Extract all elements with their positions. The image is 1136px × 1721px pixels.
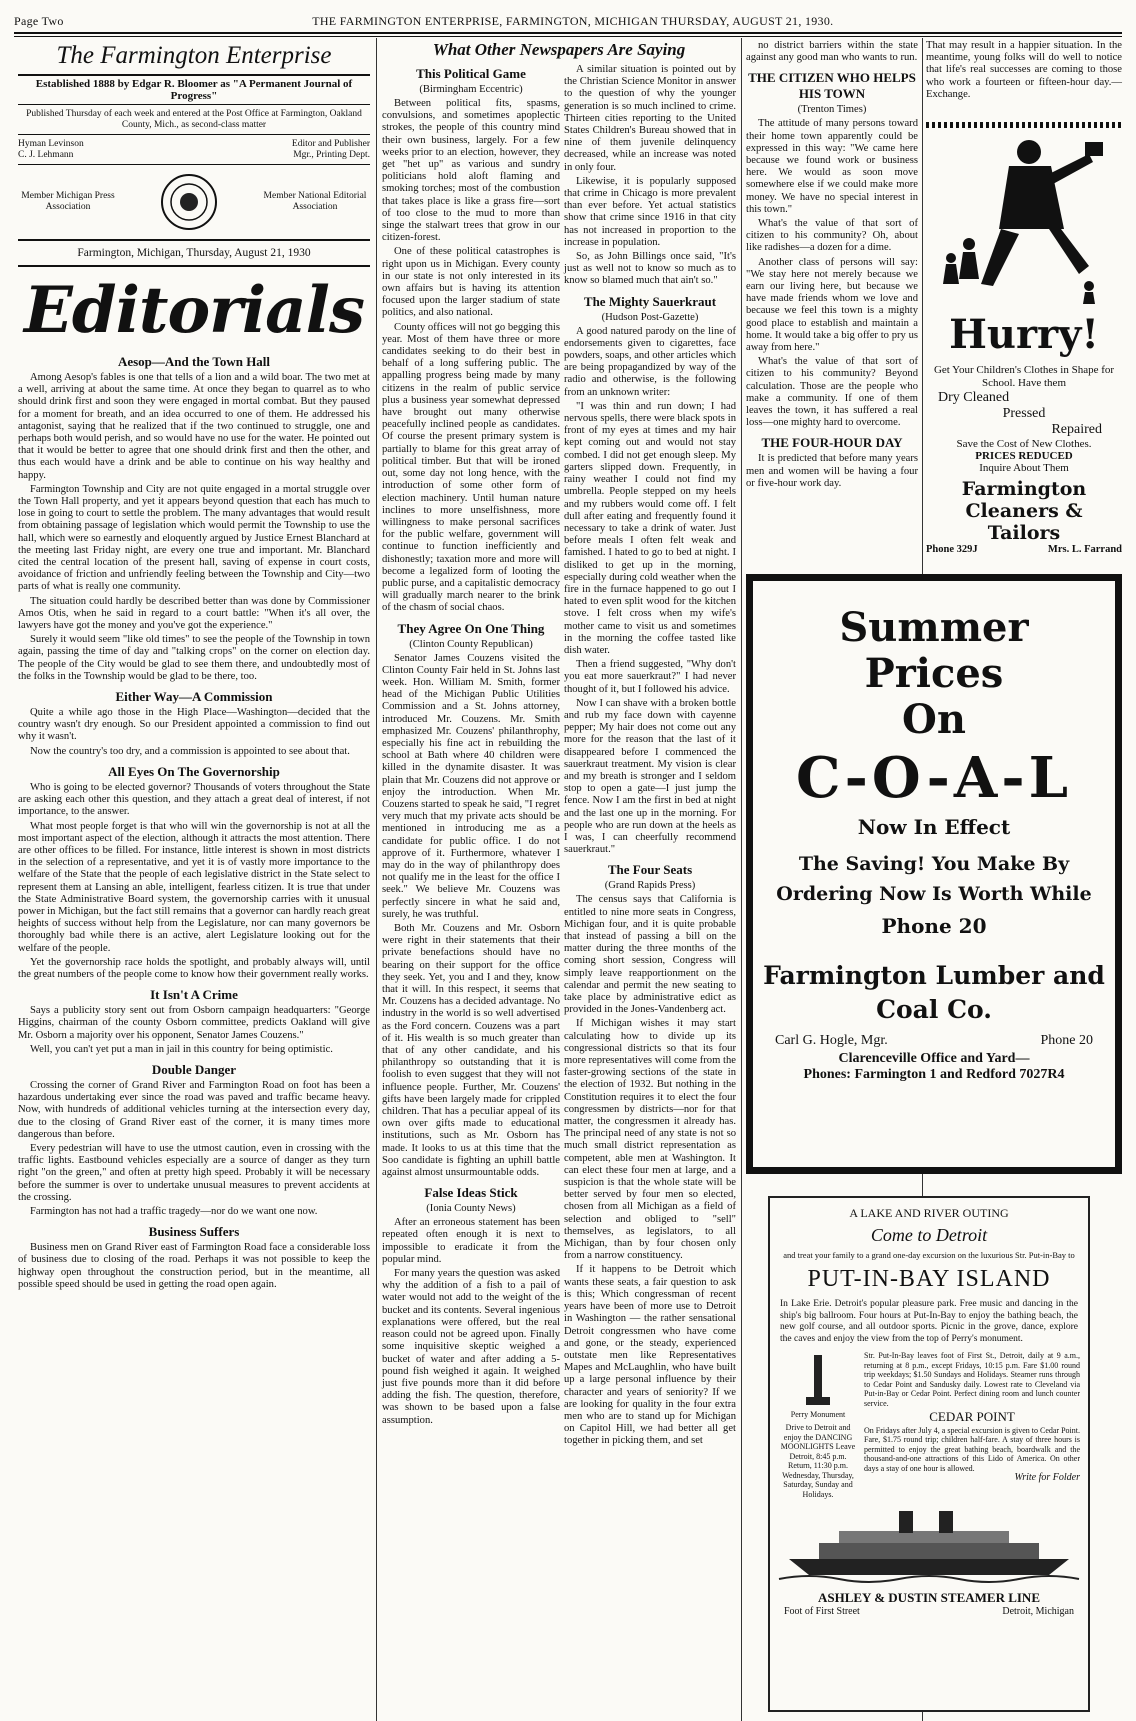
- column-five-top: [926, 40, 1122, 120]
- article-paragraph: The attitude of many persons toward their home town apparently could be expressed in this way: "We came here because we found work or business here. We would as soon move somewhere else if we could make more money. We have no special interest in this town.": [746, 118, 918, 215]
- article-paragraph: Both Mr. Couzens and Mr. Osborn were right in their statements that their private benefactions should have no bearing on their support for the office they seek. Yet, you and I and they, know that it will. In this respect, it seems that Mr. Couzens has a decided advantage. No industry in the world is so well advertised as the Ford concern. Couzens was a part of it. His wealth is so much greater than that of any other candidate, and his philanthropy so outstanding that it is foolish to even suggest that they will not influence people. Further, Mr. Couzens' gifts have been largely made for crippled children. That has a peculiar appeal of its own over gifts made to educational institutions, such as Mr. Osborn has made. It looks to us at this time that the Soo candidate is fighting an uphill battle against almost unsurmountable odds.: [382, 923, 560, 1179]
- coal-ad: [746, 574, 1122, 1174]
- article-paragraph: Quite a while ago those in the High Place—Washington—decided that the country wasn't dry enough. So our President appointed a commission to find out why it wasn't.: [18, 707, 370, 743]
- column-rule: [741, 38, 742, 1721]
- article-paragraph: Surely it would seem "like old times" to see the people of the Township in town again, passing the time of day and "talking crops" on the corner on election day. The people of the City would be glad to see them there, and undoubtedly most of the folks in the Township would be glad to be there, too.: [18, 634, 370, 682]
- article-headline: The Four Seats: [607, 862, 693, 878]
- running-title: THE FARMINGTON ENTERPRISE, FARMINGTON, MICHIGAN THURSDAY, AUGUST 21, 1930.: [312, 14, 834, 28]
- coal-prices: Prices: [864, 650, 1004, 697]
- coal-saving: The Saving! You Make By Ordering Now Is Worth While: [776, 853, 1092, 905]
- service-dry-cleaned: Dry Cleaned: [938, 390, 1010, 405]
- coal-office: Clarenceville Office and Yard—: [838, 1051, 1030, 1066]
- article: [382, 621, 560, 1180]
- coal-manager: Carl G. Hogle, Mgr.: [775, 1033, 888, 1048]
- cleaners-owner: Mrs. L. Farrand: [1047, 544, 1122, 555]
- page-label: Page Two: [14, 14, 64, 28]
- header-rule: [14, 32, 1122, 34]
- article-source: (Grand Rapids Press): [604, 880, 696, 892]
- article-headline: False Ideas Stick: [424, 1185, 518, 1201]
- article: [18, 689, 370, 758]
- column-three-articles: [564, 64, 736, 1448]
- boat-island: PUT-IN-BAY ISLAND: [807, 1266, 1051, 1292]
- member-left: Member Michigan Press Association: [21, 191, 115, 212]
- article-paragraph: Another class of persons will say: "We stay here not merely because we earn our living here, but because we have made friends whom we love and because we feel this town is a mighty good place to establish and maintain a home. It would take a big offer to pry us away from here.": [746, 256, 918, 354]
- established-line: Established 1888 by Edgar R. Bloomer as "A Permanent Journal of Progress": [18, 74, 370, 105]
- coal-phones: Phones: Farmington 1 and Redford 7027R4: [803, 1067, 1065, 1082]
- article-paragraph: Who is going to be elected governor? Thousands of voters throughout the State are asking each other this question, and they attach a great deal of interest, if not importance, to the answer.: [18, 781, 370, 818]
- hurry-line4: Inquire About Them: [979, 462, 1069, 474]
- hurry-headline: Hurry!: [949, 311, 1099, 358]
- article: [18, 354, 370, 683]
- coal-phone: Phone 20: [1040, 1033, 1093, 1048]
- coal-now-in-effect: Now In Effect: [857, 815, 1011, 839]
- boat-right-column: [864, 1351, 1080, 1499]
- article-paragraph: Now I can shave with a broken bottle and rub my face down with cayenne pepper; My hair does not come out any more for the reason that the last of it disappeared before I commenced the sauerkraut treatment. My vision is clear and my breath is stronger and I seldom stop to open a gate—I just jump the fence. Now I am the first in bed at night and the last one up in the morning. For people who are run down at the heels as I was, I can cheerfully recommend sauerkraut.": [564, 697, 736, 856]
- article: [564, 294, 736, 857]
- coal-on: On: [902, 696, 966, 743]
- write-for-folder: Write for Folder: [1014, 1472, 1080, 1483]
- coal-word: C-O-A-L: [796, 745, 1072, 811]
- staff-row: [18, 150, 370, 165]
- article-source: (Ionia County News): [426, 1203, 516, 1215]
- boat-details: [778, 1351, 1080, 1499]
- article-paragraph: If it happens to be Detroit which wants these seats, a fair question to ask is this; Which congressman of recent years have been of more use to Detroit in Washington — the rather sensational Detroit congressmen who have come and gone, or the steady, experienced outstate men like Representatives Mapes and McLaughlin, who have built up a large personal influence by their character and years of seniority? If we are looking for quality in the four extra men who are to stand up for Michigan on Capitol Hill, we had better all get together in picking them, and set: [564, 1264, 736, 1447]
- monument-icon: [788, 1351, 848, 1407]
- article-paragraph: Crossing the corner of Grand River and Farmington Road on foot has been a hazardous undertaking ever since the road was paved and traffic became heavy. Now, with hundreds of additional vehicles turning at the intersection every day, due to the closing of Grand River east of the corner, it is many times more dangerous than before.: [18, 1079, 370, 1140]
- staff-row: [18, 139, 370, 150]
- cleaners-ad: [926, 134, 1122, 555]
- article-headline: They Agree On One Thing: [397, 620, 545, 636]
- coal-phone-big: Phone 20: [881, 914, 987, 938]
- article-headline: Business Suffers: [148, 1224, 240, 1240]
- boat-treat: and treat your family to a grand one-day excursion on the luxurious Str. Put-in-Bay to: [783, 1250, 1075, 1260]
- article-paragraph: Yet the governorship race holds the spotlight, and probably always will, until the great numbers of the people come to know how their government really works.: [18, 956, 370, 980]
- other-papers-title: What Other Newspapers Are Saying: [432, 40, 686, 59]
- article-paragraph: Every pedestrian will have to use the utmost caution, even in crossing with the traffic lights. Eastbound vehicles especially are a source of danger as they turn right "on the green," and often at pretty high speed. Probably it will be necessary before the summer is over to undertake unusual measures to prevent accidents at the crossing.: [18, 1142, 370, 1203]
- article-paragraph: Farmington has not had a traffic tragedy—nor do we want one now.: [30, 1205, 318, 1217]
- moonlight-note: Drive to Detroit and enjoy the DANCING MOONLIGHTS Leave Detroit, 8:45 p.m. Return, 11:30 p.m. Wednesday, Thursday, Saturday, Sunday and Holidays.: [780, 1423, 856, 1499]
- column-four-articles: [746, 40, 918, 490]
- article: [18, 764, 370, 981]
- article-source: (Clinton County Republican): [409, 638, 533, 650]
- article-paragraph: What's the value of that sort of citizen to his community? Beyond calculation. Those are the people who make a community. If one of them leaves the town, it has suffered a real loss—one mighty hard to overcome.: [746, 356, 918, 429]
- service-repaired: Repaired: [1051, 422, 1102, 437]
- article-paragraph: Now the country's too dry, and a commission is appointed to see about that.: [30, 745, 350, 757]
- article-paragraph: It is predicted that before many years men and women will be having a four or five-hour work day.: [746, 453, 918, 489]
- article-paragraph: A good natured parody on the line of endorsements given to cigarettes, face powders, soaps, and other articles which are being propagandized by way of the radio and otherwise, is the following from an unknown writer:: [564, 325, 736, 398]
- article-paragraph: County offices will not go begging this year. Most of them have three or more candidates seeking to do their best in behalf of a long suffering public. The appalling progress being made by many citizens in the realm of public service plus a business year somewhat depressed have brought out many otherwise peacefully inclined people as candidates. Of course the present primary system is partially to blame for this great array of political timber. But that will be ironed out, some day not long hence, with the introduction of some other form of election machinery. Until human nature inclines to more unselfishness, more willingness to make personal sacrifices for the public welfare, government will continue to function inefficiently and dishonestly; taxation more and more will become a legalized form of looting the public purse, and a capitalistic democracy will gradually march nearer to the brink of the chasm of social chaos.: [382, 321, 560, 614]
- perry-caption: Perry Monument: [790, 1409, 846, 1419]
- article-paragraph: Then a friend suggested, "Why don't you eat more sauerkraut?" I had never thought of it, but I followed his advice.: [564, 659, 736, 695]
- article-paragraph: no district barriers within the state against any good man who wants to run.: [746, 40, 918, 64]
- article-paragraph: For many years the question was asked why the addition of a fish to a pail of water would not add to the weight of the bucket and its contents. Several ingenious explanations were offered, but the real reason could not be agreed upon. Finally some inquisitive skeptic weighed a bucket of water and after adding a 5-pound fish weighed it again. It weighed just five pounds more than it did before adding the fish. The question, therefore, was shown to be based upon a false assumption.: [382, 1268, 560, 1426]
- article: [18, 1224, 370, 1291]
- spacer: [1082, 14, 1122, 32]
- article-paragraph: So, as John Billings once said, "It's just as well not to know so much as to know so blamed much that ain't so.": [564, 251, 736, 287]
- article-paragraph: What's the value of that sort of citizen to his community? Oh, about like radishes—a dozen for a dime.: [746, 218, 918, 254]
- cleaners-contact: [926, 544, 1122, 555]
- article-source: (Hudson Post-Gazette): [601, 311, 699, 323]
- article-source: (Birmingham Eccentric): [419, 84, 523, 95]
- steamer-address-row: [784, 1606, 1074, 1617]
- article-paragraph: After an erroneous statement has been repeated often enough it is next to impossible to eradicate it from the popular mind.: [382, 1217, 560, 1265]
- published-note: Published Thursday of each week and entered at the Post Office at Farmington, Oakland County, Mich., as second-class matter: [18, 109, 370, 135]
- cedar-text: On Fridays after July 4, a special excursion is given to Cedar Point. Fare, $1.75 round trip; children half-fare. A stay of three hours is permitted to enjoy the great bathing beach, boardwalk and the thousand-and-one attractions of this Lido of America. On other days a stay of one hour is allowed.: [864, 1425, 1080, 1473]
- editorial-column: [18, 40, 370, 1715]
- article-paragraph: If Michigan wishes it may start calculating how to divide up its congressional districts so that its four more representatives will come from the faster-growing sections of the state in the election of 1932. But nothing in the Constitution requires it to elect the four congressmen by districts—nor for that matter, the congressmen it already has. The principal need of any state is not so much small district representation as competent, able men at Washington. It can elect these four men at large, and a suspicion is that the whole state will be better served by four men so elected, chosen from all Michigan as a field of selection and obliged to "sell" themselves, as legislators, to all Michigan, than by four chosen only from a narrow constituency.: [564, 1018, 736, 1262]
- article-paragraph: Likewise, it is popularly supposed that crime in Chicago is more prevalent than ever before. Yet actual statistics show that crime since 1916 in that city has not increased in proportion to the increase in population.: [564, 175, 736, 248]
- article: [18, 987, 370, 1056]
- article: [746, 435, 918, 490]
- hurry-line1: Get Your Children's Clothes in Shape for School. Have them: [933, 364, 1115, 389]
- member-right: Member National Editorial Association: [263, 191, 367, 212]
- article-paragraph: The situation could hardly be described better than was done by Commissioner Amos Otis, when he said in regard to a court battle: "When it's all over, the lawyers have got the money and you've got the experience.": [18, 595, 370, 632]
- boat-come: Come to Detroit: [870, 1225, 988, 1245]
- article-paragraph: A similar situation is pointed out by the Christian Science Monitor in answer to the question of why the younger generation is so much inclined to crime. Thirteen cities reporting to the United States Children's Bureau showed that in nine of them juvenile delinquency decreased, while an increase was noted in only four.: [564, 64, 736, 173]
- column-four: [746, 40, 918, 560]
- article: [382, 66, 560, 615]
- service-pressed: Pressed: [1002, 406, 1046, 421]
- article-paragraph: Senator James Couzens visited the Clinton County Fair held in St. Johns last week. Hon. William M. Smith, former head of the Michigan Public Utilities Commission and a St. Johns attorney, introduced Mr. Couzens. Mr. Smith emphasized Mr. Couzens' philanthrophy, especially his fine act in rebuilding the school at Bath where 40 children were killed in the dynamite disaster. It was plain that Mr. Couzens did not approve or enjoy the introduction. When Mr. Couzens started to speak he said, "I regret very much that my private acts should be mentioned in introducing me as a candidate for public office. I do not approve of it. Furthermore, whatever I may do in the way of philanthropy does not qualify me in the least for the office I seek." We believe Mr. Couzens was perfectly sincere in what he said and, surely, he was truthful.: [382, 652, 560, 920]
- article: [746, 40, 918, 64]
- article-paragraph: The census says that California is entitled to nine more seats in Congress, Michigan four, and it is quite probable that instead of passing a bill on the matter during the three months of the coming short session, Congress will simply leave reapportionment on the calendar and permit the new seating to take place by administrative edict as provided in the Jones-Vandenberg act.: [564, 894, 736, 1016]
- boat-left-column: [778, 1351, 858, 1499]
- article-headline: This Political Game: [416, 66, 526, 81]
- cleaners-phone: Phone 329J: [926, 544, 978, 555]
- article: [564, 862, 736, 1447]
- hurry-line2: Save the Cost of New Clothes.: [956, 438, 1092, 450]
- article-paragraph: "I was thin and run down; I had nervous spells, there were black spots in front of my eyes at times and my hair kept coming out and would not stay combed. I did not get enough sleep. My garters slipped down. Frequently, in rainy weather I could not find my umbrella. People stepped on my heels and my rubbers would come off. I felt dull after eating and frequently found it necessary to take a drink of water. Just before meals I often felt weak and famished. I hated to go to bed at night. I disliked to get up in the morning, especially during cold weather when the fire in the furnace happened to go out I hated to even split wood for the kitchen stove. I felt cross when my wife's mother came to visit us and sometimes in the morning the coffee tasted like dish water.: [564, 400, 736, 656]
- article-paragraph: Between political fits, spasms, convulsions, and sometimes apoplectic strokes, the people of this country mind their own business, largely. For a few weeks prior to an election, however, they get "het up" as various and sundry politicians hold aloft flaming and smoking torches; most of the combustion that takes place is like a grass fire—sort of too close to the mud to more than singe the stalwart trees that grow in our citizen-forest.: [382, 98, 560, 244]
- steamer-ad: [768, 1196, 1090, 1712]
- column-three: [564, 64, 736, 1714]
- coal-company: Farmington Lumber and Coal Co.: [763, 961, 1105, 1024]
- article-headline: Either Way—A Commission: [115, 689, 273, 705]
- staff-name: C. J. Lehmann: [18, 150, 74, 160]
- other-papers-articles: [382, 66, 560, 1427]
- article-paragraph: Farmington Township and City are not quite engaged in a mortal struggle over the Town Hall property, and yet it appears beyond question that each has much to lose in going to court to settle the problem. The many advantages that would result from obtaining passage of legislation which would permit the Township to use the hall, which were so earnestly and eloquently argued by Justice Ernest Blanchard at the meeting last Friday night, are every one true and important. Mr. Blanchard cited the central location of the present hall, saving of expense in court costs, avoidance of friction and unfriendly feeling between the Township and City—two parts of what is really one community.: [18, 483, 370, 593]
- staff-role: Editor and Publisher: [291, 139, 370, 149]
- press-seal-icon: [160, 173, 218, 231]
- article-headline: It Isn't A Crime: [150, 987, 238, 1003]
- boat-desc: In Lake Erie. Detroit's popular pleasure park. Free music and dancing in the ship's big ballroom. Four hours at Put-In-Bay to enjoy the bathing beach, the new golf course, and all outdoor sports. Picnic in the grove, dance, explore the caves and enjoy the view from the top of Perry's monument.: [780, 1299, 1078, 1344]
- dateline: Farmington, Michigan, Thursday, August 21, 1930: [18, 239, 370, 267]
- running-header: [14, 14, 1122, 32]
- column-rule: [376, 38, 377, 1721]
- editorials-logo: Editorials: [24, 273, 364, 348]
- staff-role: Mgr., Printing Dept.: [293, 150, 370, 160]
- article: [18, 1062, 370, 1218]
- exchange-note: That may result in a happier situation. In the meantime, young folks will do well to notice that life's real successes are coming to those who work a fourteen or fifteen-hour day.—Exchange.: [926, 40, 1122, 100]
- boat-schedule: Str. Put-In-Bay leaves foot of First St., Detroit, daily at 9 a.m., returning at 8 p.m., except Fridays, 10:15 p.m. Fare $1.00 round trip weekdays; $1.50 Sundays and Holidays. Steamer runs through to Cedar Point and Sandusky daily. Lowest rate to Cleveland via Put-in-Bay or Cedar Point. Perfect dining room and lunch counter service.: [864, 1351, 1080, 1408]
- header-rule-thin: [14, 36, 1122, 37]
- steamer-city: Detroit, Michigan: [1002, 1606, 1074, 1617]
- article-headline: Double Danger: [151, 1061, 237, 1077]
- coal-summer: Summer: [839, 604, 1029, 651]
- ad-border-rule: [926, 122, 1122, 128]
- staff-name: Hyman Levinson: [18, 139, 84, 149]
- article-headline: THE FOUR-HOUR DAY: [761, 435, 903, 451]
- member-row: [18, 171, 370, 233]
- boat-kicker: A LAKE AND RIVER OUTING: [849, 1206, 1009, 1220]
- hurry-line3: PRICES REDUCED: [975, 450, 1073, 462]
- article-paragraph: One of these political catastrophes is right upon us in Michigan. Every county in our state is not only interested in its own affairs but is having its attention focused upon the larger stadium of state politics, and also national.: [382, 246, 560, 319]
- cedar-point-heading: CEDAR POINT: [929, 1409, 1015, 1424]
- coal-mgr-row: [775, 1033, 1093, 1049]
- article-paragraph: What most people forget is that who will win the governorship is not at all the most important aspect of the election, although it attracts the most attention. There are other offices to be filled. For instance, little interest is shown in most districts in the selection of a representative, and yet it is of vastly more importance to the welfare of the State that the people of each legislative district in the State select to represent them at Lansing an able, intelligent, fearless citizen. It is true that under the State Administrative Board system, the governorship carries with it unusual power in Michigan, but the fact still remains that a governor can hardly reach great heights of success without help from the Legislature, nor can many governors be thoroughly bad while there is an active, alert Legislature looking out for the welfare of the people.: [18, 820, 370, 954]
- steamer-line-name: ASHLEY & DUSTIN STEAMER LINE: [817, 1590, 1040, 1605]
- article: [382, 1185, 560, 1426]
- article-headline: The Mighty Sauerkraut: [583, 293, 717, 309]
- article-headline: Aesop—And the Town Hall: [117, 354, 271, 369]
- steamer-foot: Foot of First Street: [784, 1606, 860, 1617]
- article-paragraph: Says a publicity story sent out from Osborn campaign headquarters: "George Higgins, chairman of the county Osborn committee, predicts Oakland will give Mr. Osborn a majority over his opponent, Senator James Couzens.": [18, 1005, 370, 1041]
- article: [564, 64, 736, 288]
- article: [746, 70, 918, 429]
- article-headline: All Eyes On The Governorship: [108, 763, 280, 779]
- article-source: (Trenton Times): [797, 104, 867, 116]
- article-paragraph: Well, you can't yet put a man in jail in this country for being optimistic.: [30, 1043, 333, 1055]
- article-paragraph: Business men on Grand River east of Farmington Road face a considerable loss of business due to closing of the road. Perhaps it was not possible to keep the highway open throughout the construction period, but in the meantime, all possible speed should be used in getting the road open again.: [18, 1242, 370, 1290]
- masthead-title: The Farmington Enterprise: [56, 42, 332, 69]
- article-paragraph: Among Aesop's fables is one that tells of a lion and a wild boar. The two met at a well, arriving at about the same time. At once they began to quarrel as to who should drink first and soon they were engaged in mortal combat. But they paused for a moment for breath, and an idea occurred to one of them. He addressed his antagonist, saying that he realized that if the two continued to struggle, one and perhaps both would perish, and so would have no use for the water. He pointed out that it would be better to agree that one should drink first and then the other, and thus each would have a drink and be able to continue on his way healthy and happy.: [18, 372, 370, 481]
- editorial-articles: [18, 354, 370, 1291]
- steamer-ship-illustration: [779, 1503, 1079, 1583]
- running-children-illustration: [939, 134, 1109, 304]
- cleaners-business-name: Farmington Cleaners & Tailors: [961, 478, 1087, 544]
- article-headline: THE CITIZEN WHO HELPS HIS TOWN: [748, 70, 916, 102]
